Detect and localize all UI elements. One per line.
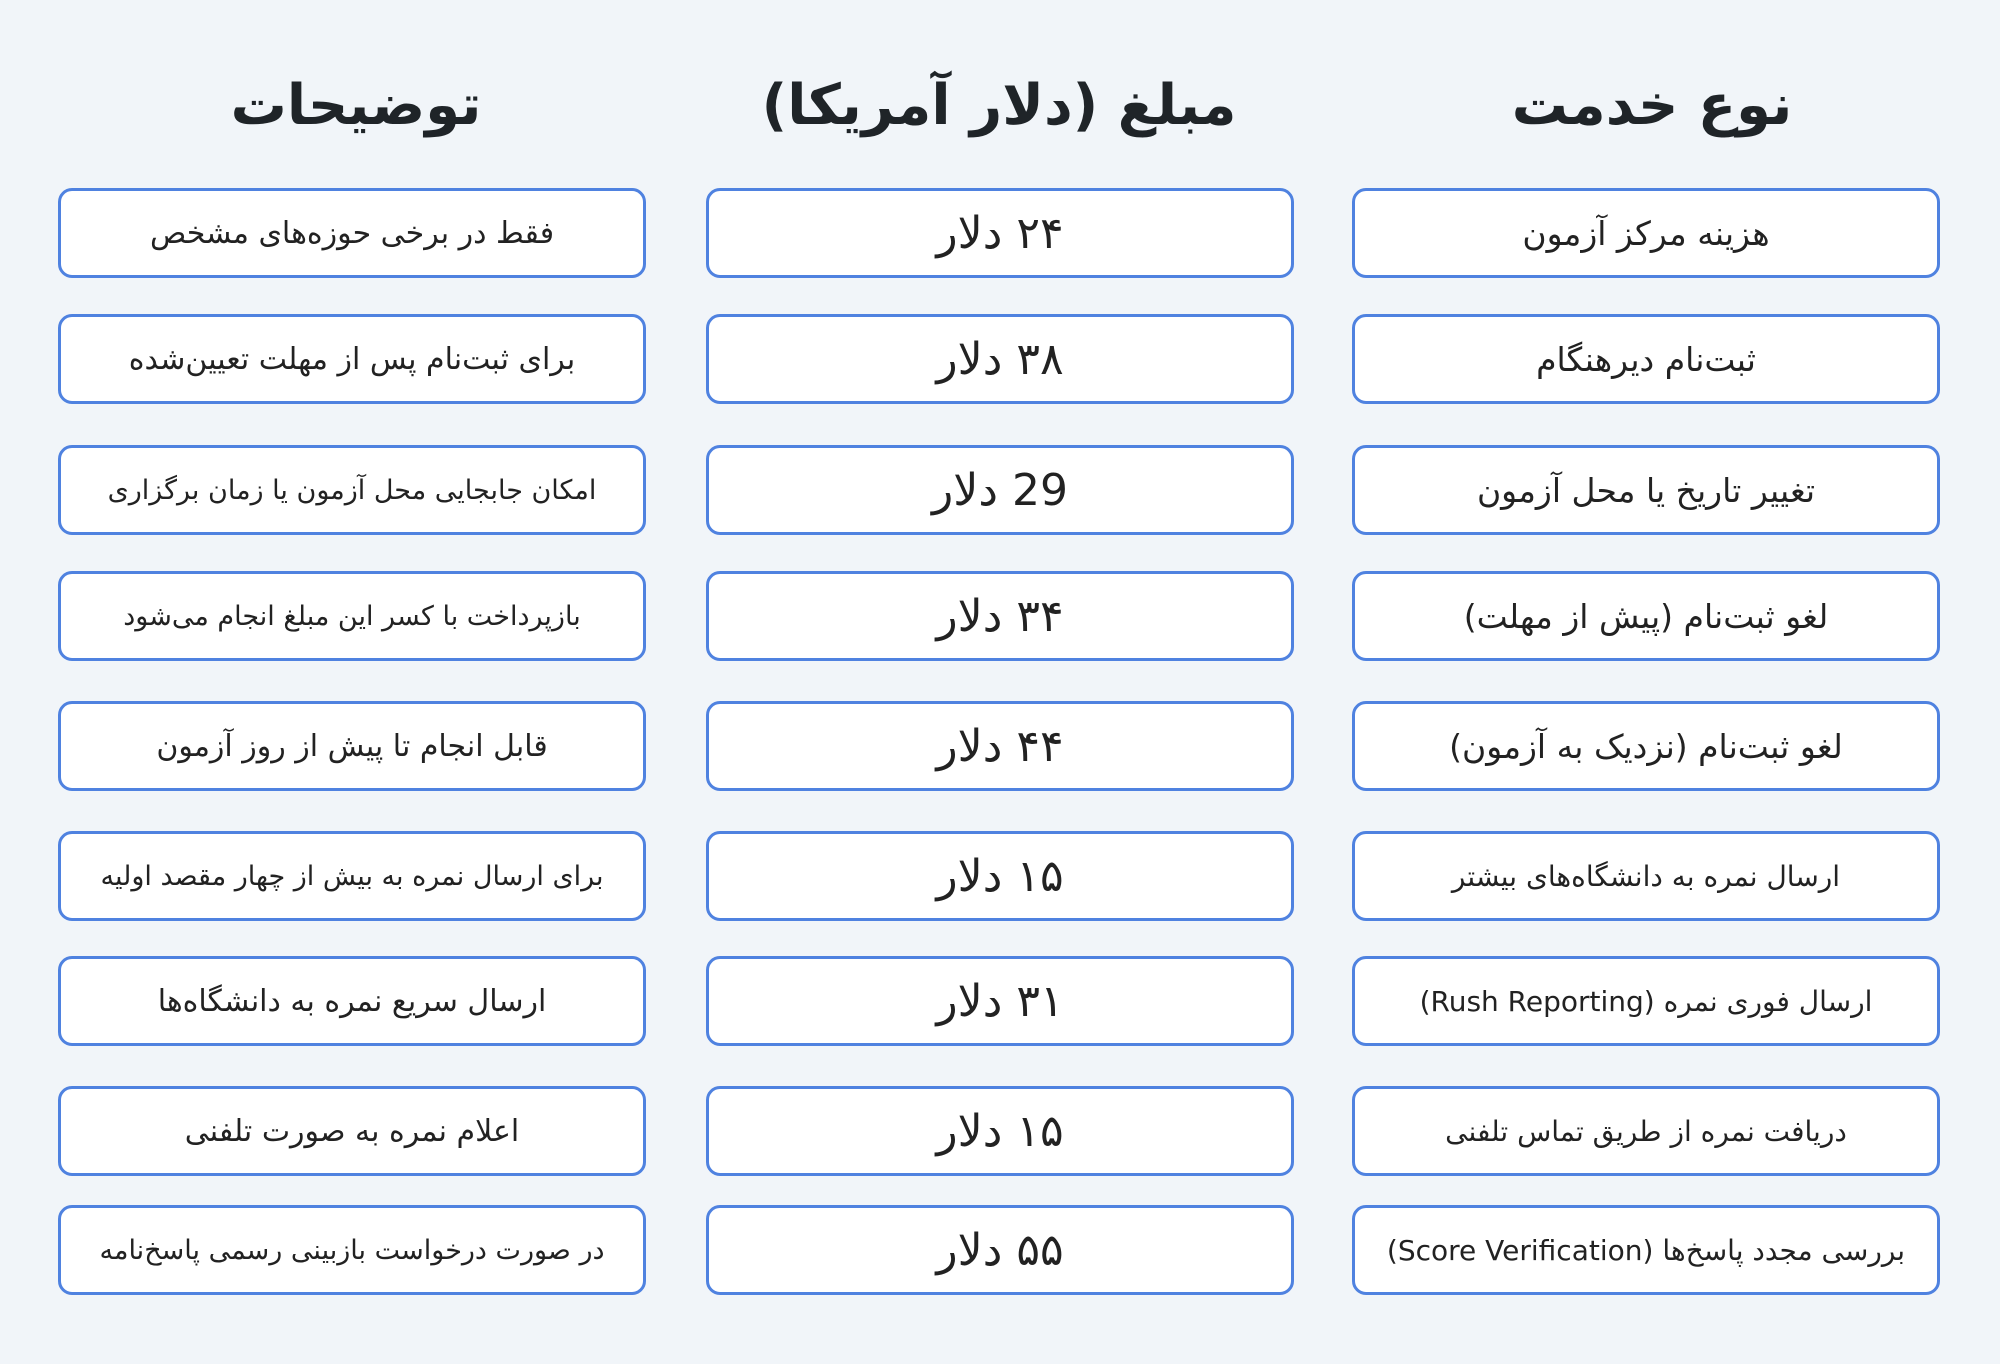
service-cell: ارسال فوری نمره (Rush Reporting) [1352,956,1940,1046]
price-cell: ۳۱ دلار [706,956,1294,1046]
price-cell: ۱۵ دلار [706,831,1294,921]
fee-table [56,188,1942,1298]
header-description: توضیحات [230,72,482,138]
table-row [56,831,1942,921]
description-cell: اعلام نمره به صورت تلفنی [58,1086,646,1176]
description-cell: قابل انجام تا پیش از روز آزمون [58,701,646,791]
price-cell: ۱۵ دلار [706,1086,1294,1176]
description-cell: برای ارسال نمره به بیش از چهار مقصد اولیه [58,831,646,921]
price-cell: ۳۸ دلار [706,314,1294,404]
service-cell: بررسی مجدد پاسخ‌ها (Score Verification) [1352,1205,1940,1295]
table-row [56,571,1942,661]
description-cell: برای ثبت‌نام پس از مهلت تعیین‌شده [58,314,646,404]
description-cell: در صورت درخواست بازبینی رسمی پاسخ‌نامه [58,1205,646,1295]
service-cell: تغییر تاریخ یا محل آزمون [1352,445,1940,535]
table-row [56,445,1942,535]
price-cell: 29 دلار [706,445,1294,535]
service-cell: دریافت نمره از طریق تماس تلفنی [1352,1086,1940,1176]
description-cell: امکان جابجایی محل آزمون یا زمان برگزاری [58,445,646,535]
header-price-usd: مبلغ (دلار آمریکا) [761,72,1237,138]
price-cell: ۳۴ دلار [706,571,1294,661]
header-service-type: نوع خدمت [1511,72,1793,138]
price-cell: ۲۴ دلار [706,188,1294,278]
table-row [56,1205,1942,1295]
table-row [56,956,1942,1046]
service-cell: لغو ثبت‌نام (نزدیک به آزمون) [1352,701,1940,791]
service-cell: هزینه مرکز آزمون [1352,188,1940,278]
service-cell: لغو ثبت‌نام (پیش از مهلت) [1352,571,1940,661]
description-cell: بازپرداخت با کسر این مبلغ انجام می‌شود [58,571,646,661]
service-cell: ارسال نمره به دانشگاه‌های بیشتر [1352,831,1940,921]
table-row [56,1086,1942,1176]
price-cell: ۴۴ دلار [706,701,1294,791]
price-cell: ۵۵ دلار [706,1205,1294,1295]
service-cell: ثبت‌نام دیرهنگام [1352,314,1940,404]
table-row [56,188,1942,278]
table-row [56,701,1942,791]
table-row [56,314,1942,404]
description-cell: ارسال سریع نمره به دانشگاه‌ها [58,956,646,1046]
description-cell: فقط در برخی حوزه‌های مشخص [58,188,646,278]
